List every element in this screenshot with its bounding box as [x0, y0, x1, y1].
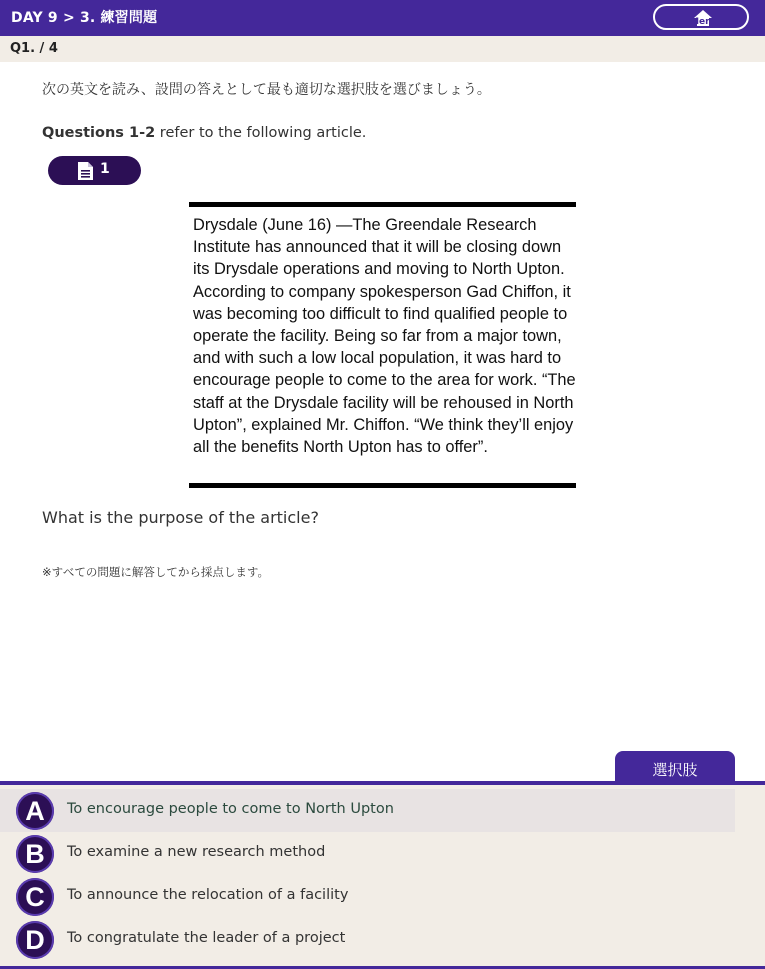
document-icon [78, 162, 93, 180]
choice-d-text: To congratulate the leader of a project [67, 930, 346, 946]
choice-b-badge: B [16, 835, 54, 873]
choices-tab[interactable]: 選択肢 [615, 751, 735, 784]
menu-label: Menu [690, 17, 718, 27]
choice-c-text: To announce the relocation of a facility [67, 887, 349, 903]
article-text: Drysdale (June 16) —The Greendale Research Institute has announced that it will be closing down its Drysdale operations and moving to North Upton. According to company spokesperson Gad Chiffon, it was becoming too difficult to find qualified people to operate the facility. Being so far from a major town, and with such a low local population, it was hard to encourage people to come to the area for work. “The staff at the Drysdale facility will be rehoused in North Upton”, explained Mr. Chiffon. “We think they’ll enjoy all the benefits North Upton has to offer”. [193, 216, 576, 457]
questions-reference-rest: refer to the following article. [155, 125, 367, 141]
choice-d-badge: D [16, 921, 54, 959]
choice-a-badge: A [16, 792, 54, 830]
choice-b-text: To examine a new research method [67, 844, 326, 860]
choice-d[interactable] [0, 918, 735, 961]
question-text: What is the purpose of the article? [42, 508, 319, 527]
questions-range: Questions 1-2 [42, 125, 156, 141]
question-number: Q1. / 4 [10, 41, 58, 56]
choices-panel [0, 781, 765, 969]
choice-b[interactable] [0, 832, 735, 875]
instruction-text: 次の英文を読み、設問の答えとして最も適切な選択肢を選びましょう。 [42, 82, 491, 98]
choice-a-text: To encourage people to come to North Upton [67, 801, 394, 817]
question-number-bar [0, 36, 765, 62]
document-tab-button[interactable] [48, 156, 141, 185]
grading-note: ※すべての問題に解答してから採点します。 [42, 565, 269, 579]
choice-c[interactable] [0, 875, 735, 918]
breadcrumb: DAY 9 > 3. 練習問題 [11, 10, 158, 26]
document-number: 1 [100, 161, 110, 177]
questions-reference [42, 125, 366, 141]
choice-a[interactable] [0, 789, 735, 832]
menu-button[interactable] [653, 4, 749, 30]
header-bar [0, 0, 765, 36]
choice-c-badge: C [16, 878, 54, 916]
article-passage [189, 202, 576, 488]
